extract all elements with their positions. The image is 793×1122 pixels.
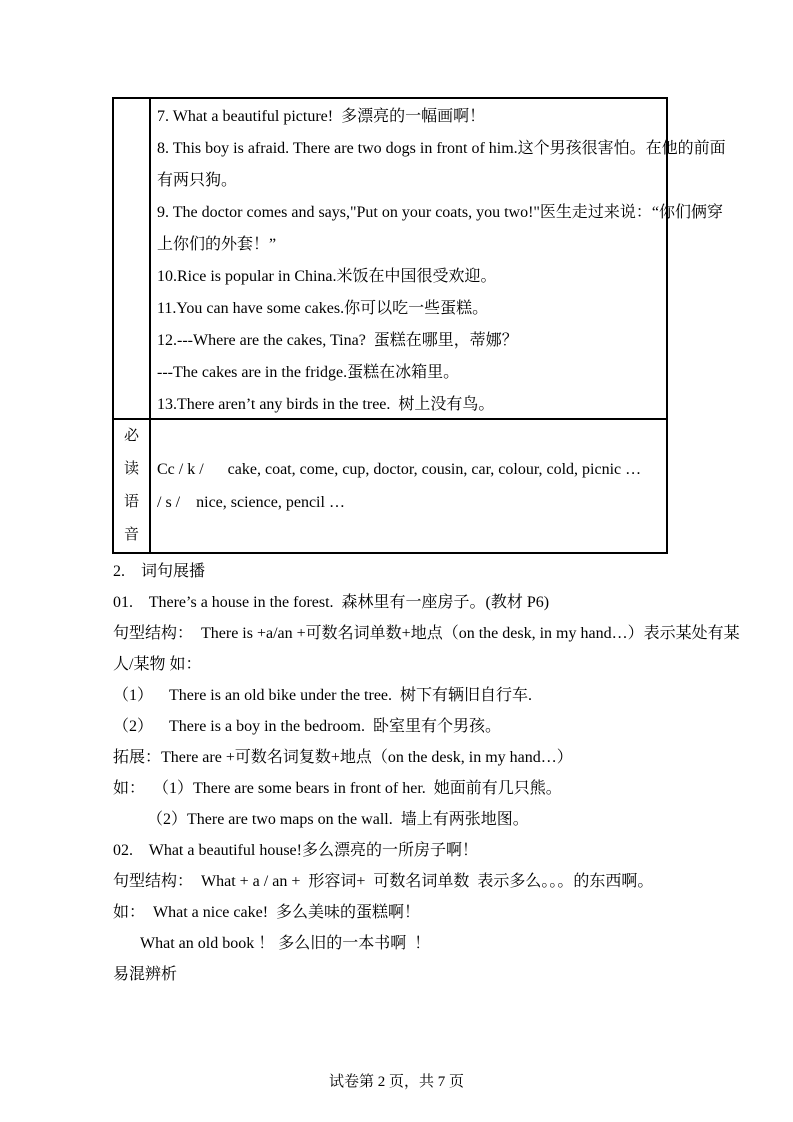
note-line: 如： （1）There are some bears in front of her. 她面前有几只熊。 [113,780,562,797]
phonics-label-char: 音 [123,527,139,543]
phonics-line: / s / nice, science, pencil … [157,494,345,511]
phonics-label-char: 语 [123,494,139,510]
table-row-sentences [114,99,726,420]
sentence-line: 有两只狗。 [157,172,238,189]
sentences-label-cell [114,99,151,418]
note-line: 如： What a nice cake! 多么美味的蛋糕啊！ [113,904,421,921]
phonics-label-char: 读 [123,461,139,477]
sentence-line: 13.There aren’t any birds in the tree. 树上没有鸟。 [157,396,495,413]
sentence-line: 12.---Where are the cakes, Tina? 蛋糕在哪里，蒂娜？ [157,332,518,349]
note-line: （1） There is an old bike under the tree. 树下有辆旧自行车. [113,687,533,704]
note-line: 拓展：There are +可数名词复数+地点（on the desk, in my hand…） [113,749,573,766]
sentence-line: 10.Rice is popular in China.米饭在中国很受欢迎。 [157,268,497,285]
table-row-phonics [114,420,666,552]
page-number: 试卷第 2 页，共 7 页 [328,1074,464,1090]
grammar-notes-section [113,556,740,990]
sentence-line: 11.You can have some cakes.你可以吃一些蛋糕。 [157,300,489,317]
note-line: 02. What a beautiful house!多么漂亮的一所房子啊！ [113,842,478,859]
sentence-line: 上你们的外套！” [157,236,277,253]
page-footer [0,1073,793,1091]
sentence-line: ---The cakes are in the fridge.蛋糕在冰箱里。 [157,364,460,381]
note-line: 易混辨析 [113,966,178,983]
note-line: 句型结构： There is +a/an +可数名词单数+地点（on the desk, in my hand…）表示某处有某 [113,625,740,642]
note-line: What an old book ！ 多么旧的一本书啊 ！ [140,935,431,952]
note-line: 01. There’s a house in the forest. 森林里有一座房子。(教材 P6) [113,594,550,611]
phonics-content-cell [151,420,666,552]
note-line: 人/某物 如： [113,656,202,673]
sentence-line: 8. This boy is afraid. There are two dogs in front of him.这个男孩很害怕。在他的前面 [157,140,726,157]
phonics-label-cell [114,420,151,552]
note-line: （2） There is a boy in the bedroom. 卧室里有个男孩。 [113,718,501,735]
sentence-line: 9. The doctor comes and says,"Put on your coats, you two!"医生走过来说：“你们俩穿 [157,204,724,221]
note-line: 句型结构： What + a / an + 形容词+ 可数名词单数 表示多么。。。的东西啊。 [113,873,654,890]
review-table [112,97,726,554]
sentences-content-cell [151,99,726,418]
phonics-label-char: 必 [123,428,139,444]
note-line: （2）There are two maps on the wall. 墙上有两张地图。 [147,811,529,828]
phonics-line: Cc / k / cake, coat, come, cup, doctor, cousin, car, colour, cold, picnic … [157,461,642,478]
sentence-line: 7. What a beautiful picture! 多漂亮的一幅画啊！ [157,108,486,125]
section-heading: 2. 词句展播 [113,563,206,580]
